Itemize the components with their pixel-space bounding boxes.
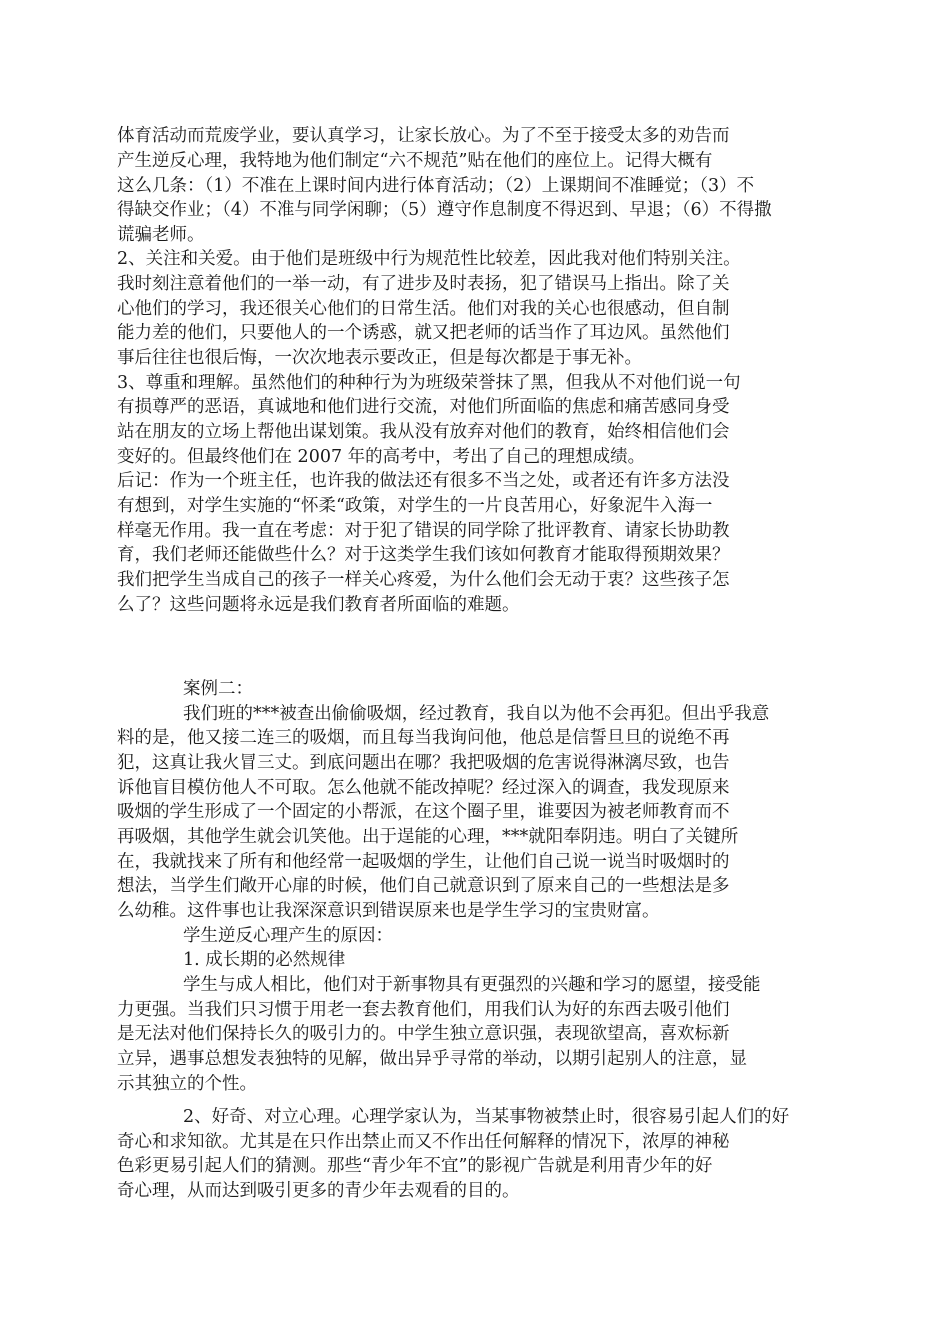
- text-line: 犯，这真让我火冒三丈。到底问题出在哪？我把吸烟的危害说得淋漓尽致，也告: [117, 753, 730, 773]
- text-line: 2、关注和关爱。由于他们是班级中行为规范性比较差，因此我对他们特别关注。: [117, 249, 741, 269]
- text-line: 我时刻注意着他们的一举一动，有了进步及时表扬，犯了错误马上指出。除了关: [117, 274, 730, 294]
- text-line: 产生逆反心理，我特地为他们制定“六不规范”贴在他们的座位上。记得大概有: [117, 151, 713, 171]
- text-line: 站在朋友的立场上帮他出谋划策。我从没有放弃对他们的教育，始终相信他们会: [117, 422, 730, 442]
- text-line: 立异，遇事总想发表独特的见解，做出异乎寻常的举动，以期引起别人的注意，显: [117, 1049, 747, 1069]
- text-line: 2、好奇、对立心理。心理学家认为，当某事物被禁止时，很容易引起人们的好: [183, 1107, 790, 1127]
- section-heading: 案例二：: [183, 679, 253, 699]
- list-heading: 1. 成长期的必然规律: [183, 950, 346, 970]
- text-line: 有想到，对学生实施的“怀柔“政策，对学生的一片良苦用心，好象泥牛入海一: [117, 496, 713, 516]
- text-line: 诉他盲目模仿他人不可取。怎么他就不能改掉呢？经过深入的调查，我发现原来: [117, 778, 730, 798]
- text-line: 奇心和求知欲。尤其是在只作出禁止而又不作出任何解释的情况下，浓厚的神秘: [117, 1132, 730, 1152]
- text-line: 3、尊重和理解。虽然他们的种种行为为班级荣誉抹了黑，但我从不对他们说一句: [117, 373, 741, 393]
- text-line: 吸烟的学生形成了一个固定的小帮派，在这个圈子里，谁要因为被老师教育而不: [117, 802, 730, 822]
- section-heading: 学生逆反心理产生的原因：: [183, 926, 393, 946]
- text-line: 示其独立的个性。: [117, 1074, 257, 1094]
- text-line: 这么几条：（1）不准在上课时间内进行体育活动；（2）上课期间不准睡觉；（3）不: [117, 176, 755, 196]
- text-line: 力更强。当我们只习惯于用老一套去教育他们，用我们认为好的东西去吸引他们: [117, 1000, 730, 1020]
- text-line: 体育活动而荒废学业，要认真学习，让家长放心。为了不至于接受太多的劝告而: [117, 126, 730, 146]
- text-line: 育，我们老师还能做些什么？对于这类学生我们该如何教育才能取得预期效果？: [117, 545, 730, 565]
- text-line: 我们班的***被查出偷偷吸烟，经过教育，我自以为他不会再犯。但出乎我意: [183, 704, 770, 724]
- text-line: 学生与成人相比，他们对于新事物具有更强烈的兴趣和学习的愿望，接受能: [183, 975, 761, 995]
- text-line: 变好的。但最终他们在 2007 年的高考中，考出了自己的理想成绩。: [117, 447, 646, 467]
- text-line: 是无法对他们保持长久的吸引力的。中学生独立意识强，表现欲望高，喜欢标新: [117, 1024, 730, 1044]
- text-line: 得缺交作业；（4）不准与同学闲聊；（5）遵守作息制度不得迟到、早退；（6）不得撒: [117, 200, 772, 220]
- text-line: 奇心理，从而达到吸引更多的青少年去观看的目的。: [117, 1181, 520, 1201]
- text-line: 色彩更易引起人们的猜测。那些“青少年不宜”的影视广告就是利用青少年的好: [117, 1156, 713, 1176]
- text-line: 再吸烟，其他学生就会讥笑他。出于逞能的心理，***就阳奉阴违。明白了关键所: [117, 827, 739, 847]
- text-line: 么幼稚。这件事也让我深深意识到错误原来也是学生学习的宝贵财富。: [117, 901, 660, 921]
- text-line: 么了？这些问题将永远是我们教育者所面临的难题。: [117, 595, 520, 615]
- text-line: 谎骗老师。: [117, 225, 205, 245]
- text-line: 后记：作为一个班主任，也许我的做法还有很多不当之处，或者还有许多方法没: [117, 471, 730, 491]
- text-line: 我们把学生当成自己的孩子一样关心疼爱，为什么他们会无动于衷？这些孩子怎: [117, 570, 730, 590]
- text-line: 在，我就找来了所有和他经常一起吸烟的学生，让他们自己说一说当时吸烟时的: [117, 852, 730, 872]
- text-line: 能力差的他们，只要他人的一个诱惑，就又把老师的话当作了耳边风。虽然他们: [117, 323, 730, 343]
- text-line: 样毫无作用。我一直在考虑：对于犯了错误的同学除了批评教育、请家长协助教: [117, 521, 730, 541]
- text-line: 想法，当学生们敞开心扉的时候，他们自己就意识到了原来自己的一些想法是多: [117, 876, 730, 896]
- text-line: 有损尊严的恶语，真诚地和他们进行交流，对他们所面临的焦虑和痛苦感同身受: [117, 397, 730, 417]
- text-line: 事后往往也很后悔，一次次地表示要改正，但是每次都是于事无补。: [117, 348, 642, 368]
- text-line: 料的是，他又接二连三的吸烟，而且每当我询问他，他总是信誓旦旦的说绝不再: [117, 728, 730, 748]
- text-line: 心他们的学习，我还很关心他们的日常生活。他们对我的关心也很感动，但自制: [117, 299, 730, 319]
